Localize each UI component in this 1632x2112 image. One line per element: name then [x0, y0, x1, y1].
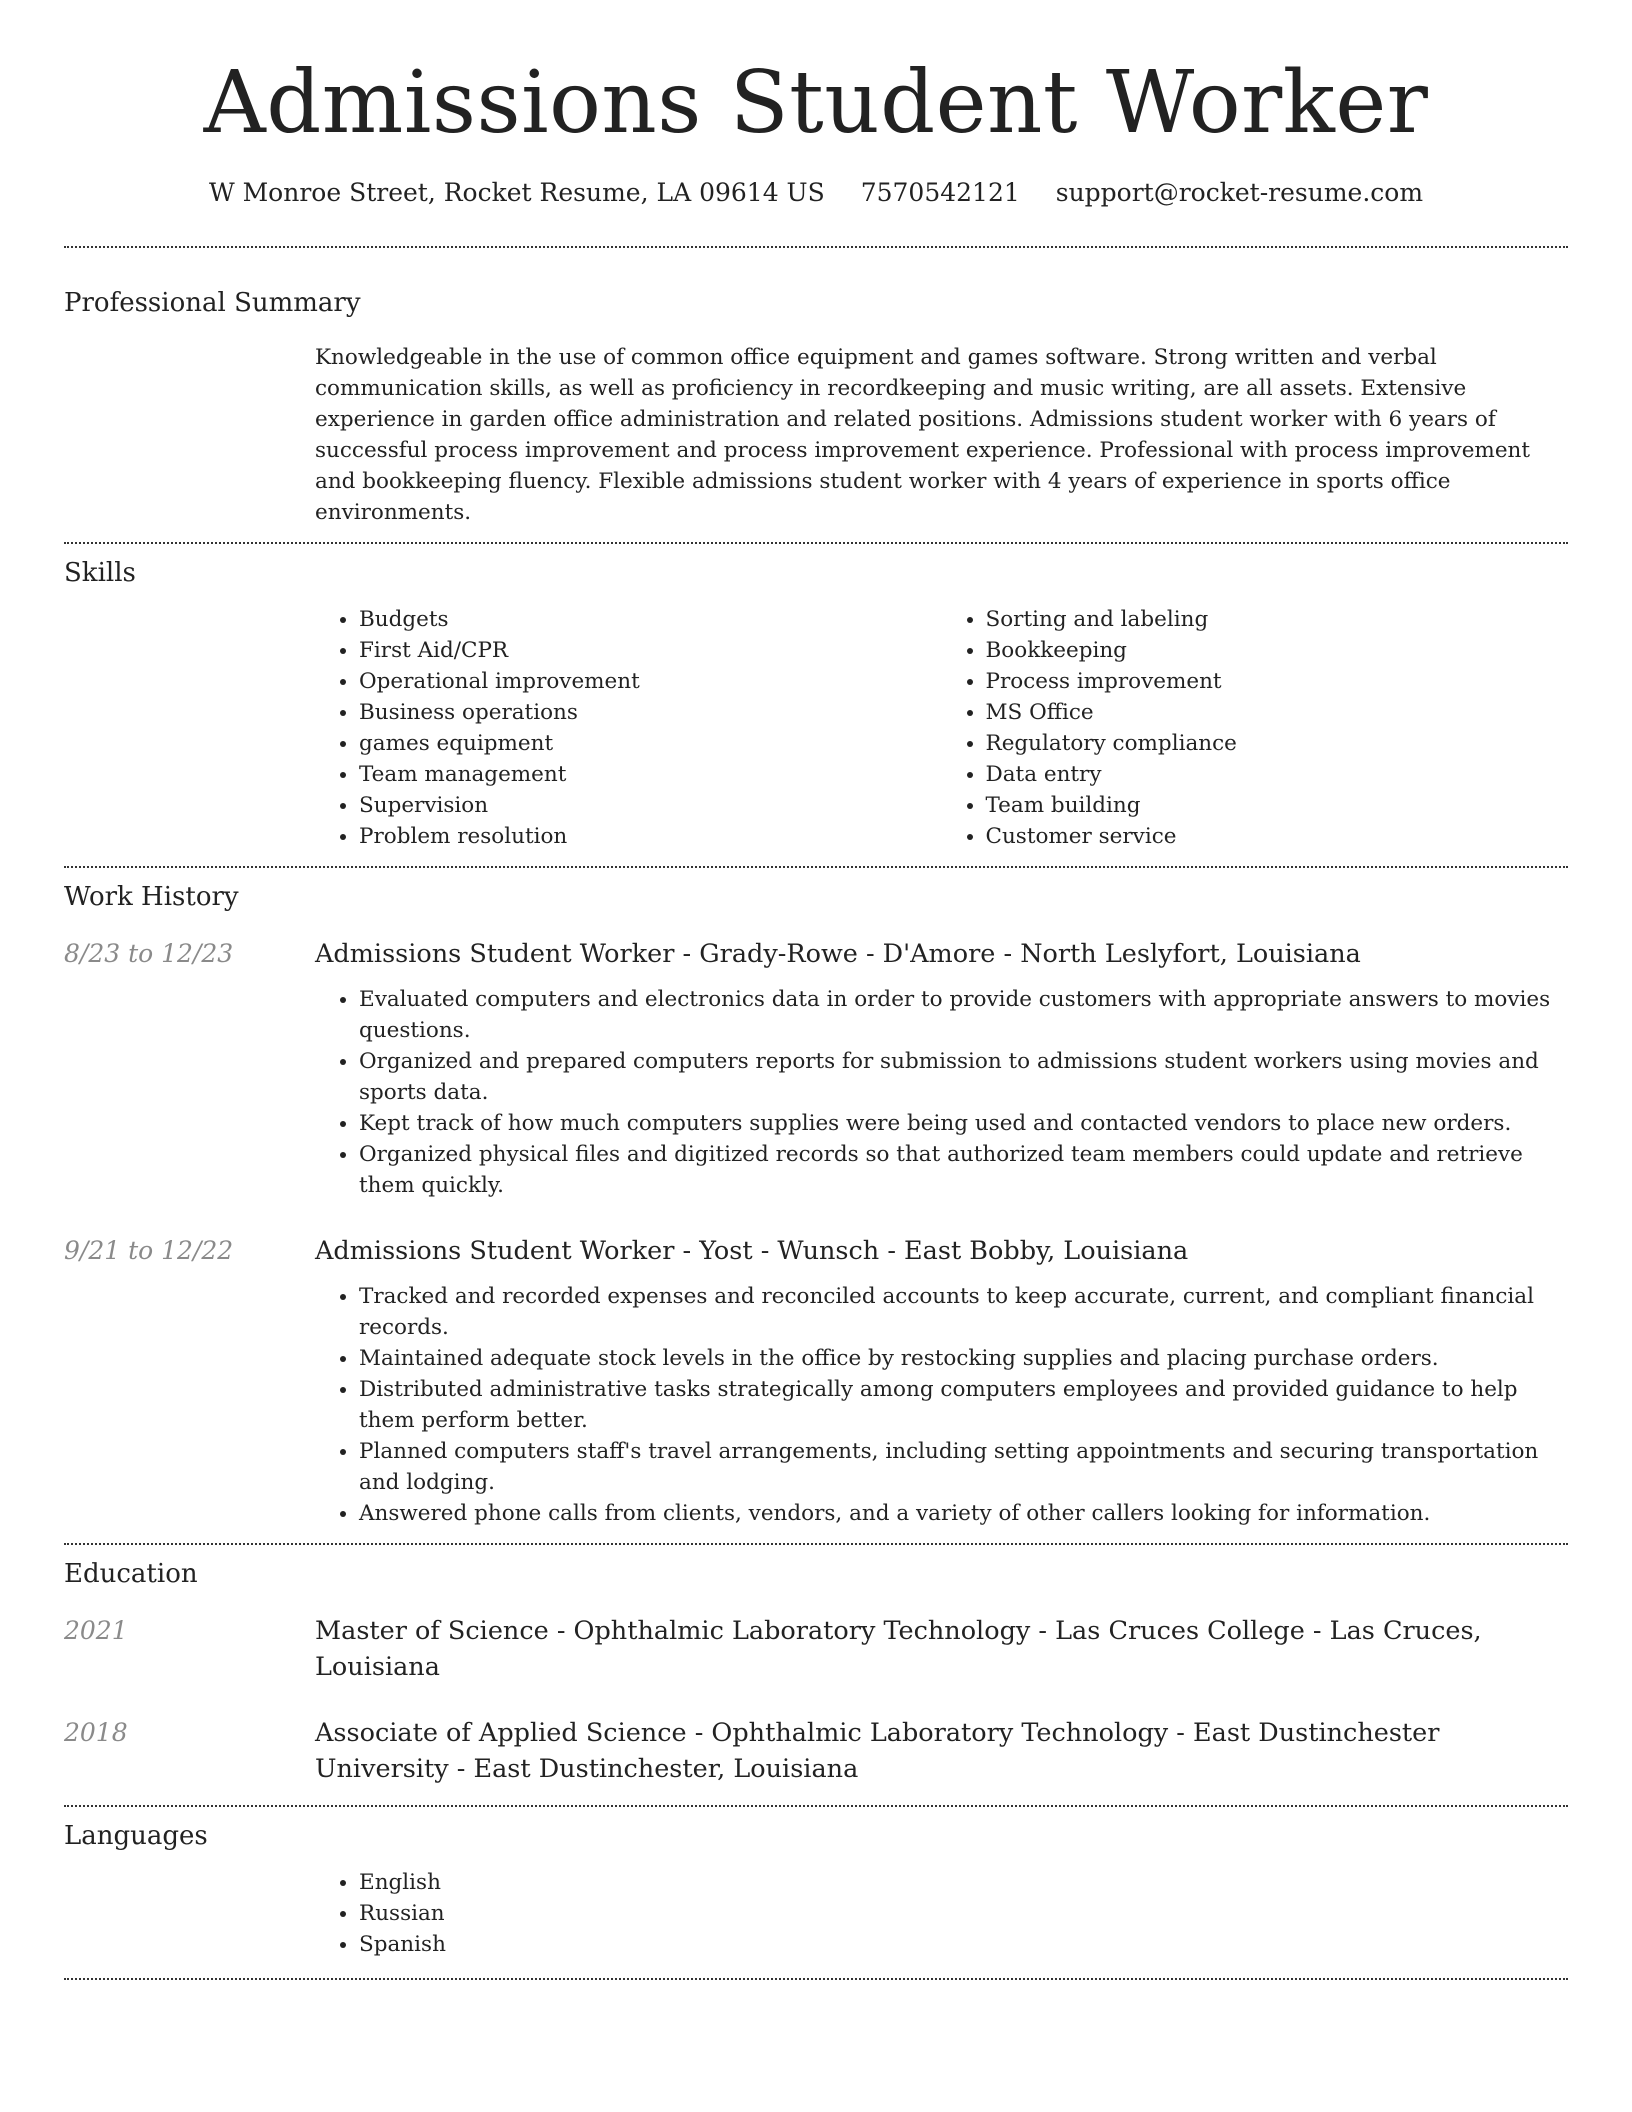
education-degree: Associate of Applied Science - Ophthalmic Laboratory Technology - East Dustinchester University - East Dustinchester, Louisiana	[315, 1718, 1440, 1784]
job-title: Admissions Student Worker - Grady-Rowe - D'Amore - North Leslyfort, Louisiana	[315, 939, 1361, 969]
job-duty: • Tracked and recorded expenses and reconciled accounts to keep accurate, current, and compliant financial records.	[359, 1281, 1568, 1343]
education-entry	[64, 1613, 1568, 1685]
job-duties	[315, 984, 1568, 1201]
contact-email: support@rocket-resume.com	[1055, 178, 1424, 207]
work-history-section	[64, 868, 1568, 1529]
job-duty: • Planned computers staff's travel arrangements, including setting appointments and securing transportation and lodging.	[359, 1436, 1568, 1498]
languages-list	[315, 1867, 1568, 1960]
skill-item: • Operational improvement	[359, 666, 942, 697]
skills-list-left	[315, 604, 942, 852]
job-dates: 9/21 to 12/22	[64, 1236, 234, 1265]
skill-item: • Customer service	[986, 821, 1569, 852]
language-item: • Spanish	[359, 1929, 1568, 1960]
skill-item: • Data entry	[986, 759, 1569, 790]
contact-address: W Monroe Street, Rocket Resume, LA 09614 US	[208, 178, 825, 207]
skill-item: • Process improvement	[986, 666, 1569, 697]
job-duties	[315, 1281, 1568, 1529]
job-dates: 8/23 to 12/23	[64, 939, 234, 968]
work-history-heading: Work History	[64, 882, 239, 912]
skill-item: • First Aid/CPR	[359, 635, 942, 666]
summary-heading: Professional Summary	[64, 288, 361, 318]
education-year: 2021	[64, 1616, 128, 1645]
job-duty: • Organized and prepared computers reports for submission to admissions student workers using movies and sports data.	[359, 1046, 1568, 1108]
job-duty: • Organized physical files and digitized records so that authorized team members could update and retrieve them quickly.	[359, 1139, 1568, 1201]
language-item: • Russian	[359, 1898, 1568, 1929]
skill-item: • Regulatory compliance	[986, 728, 1569, 759]
skills-heading: Skills	[64, 558, 136, 588]
job-entry	[64, 936, 1568, 1201]
summary-text: Knowledgeable in the use of common office equipment and games software. Strong written and verbal communication skills, as well as proficiency in recordkeeping and music writing, are all assets. Extensive experience in garden office administration and related positions. Admissions student worker with 6 years of successful process improvement and process improvement experience. Professional with process improvement and bookkeeping fluency. Flexible admissions student worker with 4 years of experience in sports office environments.	[315, 345, 1531, 525]
skill-item: • games equipment	[359, 728, 942, 759]
education-year: 2018	[64, 1718, 128, 1747]
skills-list-right	[942, 604, 1569, 852]
education-heading: Education	[64, 1559, 198, 1589]
education-degree: Master of Science - Ophthalmic Laboratory Technology - Las Cruces College - Las Cruces, Louisiana	[315, 1616, 1482, 1682]
job-entry	[64, 1233, 1568, 1529]
summary-spacer	[64, 342, 315, 528]
skills-section	[64, 544, 1568, 852]
skill-item: • Team building	[986, 790, 1569, 821]
education-section	[64, 1545, 1568, 1787]
job-duty: • Maintained adequate stock levels in the office by restocking supplies and placing purchase orders.	[359, 1343, 1568, 1374]
section-divider	[64, 1978, 1568, 1980]
skill-item: • Team management	[359, 759, 942, 790]
job-duty: • Distributed administrative tasks strategically among computers employees and provided guidance to help them perform better.	[359, 1374, 1568, 1436]
skill-item: • Supervision	[359, 790, 942, 821]
skill-item: • Business operations	[359, 697, 942, 728]
candidate-name: Admissions Student Worker	[203, 53, 1429, 153]
skill-item: • Sorting and labeling	[986, 604, 1569, 635]
contact-phone: 7570542121	[860, 178, 1020, 207]
skills-columns	[315, 604, 1568, 852]
education-entry	[64, 1715, 1568, 1787]
job-title: Admissions Student Worker - Yost - Wunsch - East Bobby, Louisiana	[315, 1236, 1189, 1266]
skills-spacer	[64, 604, 315, 852]
languages-section	[64, 1807, 1568, 1960]
contact-line	[64, 176, 1568, 210]
skill-item: • Bookkeeping	[986, 635, 1569, 666]
job-duty: • Kept track of how much computers supplies were being used and contacted vendors to place new orders.	[359, 1108, 1568, 1139]
job-duty: • Evaluated computers and electronics data in order to provide customers with appropriate answers to movies questions.	[359, 984, 1568, 1046]
skill-item: • MS Office	[986, 697, 1569, 728]
skill-item: • Budgets	[359, 604, 942, 635]
languages-spacer	[64, 1867, 315, 1960]
summary-section	[64, 248, 1568, 528]
skill-item: • Problem resolution	[359, 821, 942, 852]
languages-heading: Languages	[64, 1821, 208, 1851]
language-item: • English	[359, 1867, 1568, 1898]
job-duty: • Answered phone calls from clients, vendors, and a variety of other callers looking for information.	[359, 1498, 1568, 1529]
